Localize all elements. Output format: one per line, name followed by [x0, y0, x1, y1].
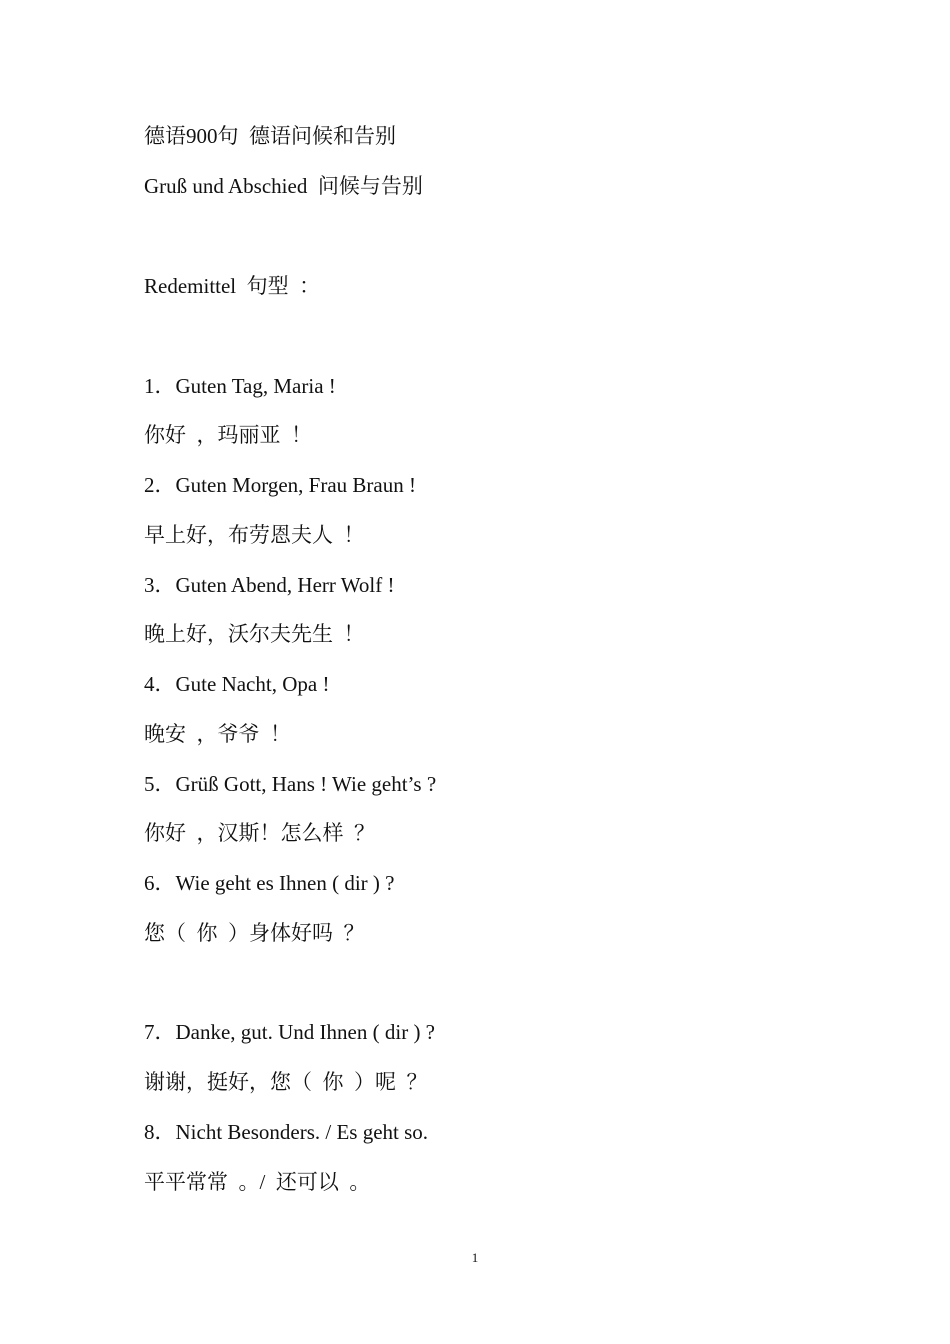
entry-chinese: 平平常常 。/ 还可以 。	[144, 1170, 371, 1194]
entry-german: 3．Guten Abend, Herr Wolf !	[144, 573, 395, 597]
document-title: 德语900句 德语问候和告别	[144, 124, 396, 148]
entry-german: 6．Wie geht es Ihnen ( dir ) ?	[144, 871, 395, 895]
entry-chinese: 晚上好，沃尔夫先生 ！	[144, 622, 365, 646]
entry-german: 1．Guten Tag, Maria !	[144, 374, 336, 398]
entry-german: 4．Gute Nacht, Opa !	[144, 672, 330, 696]
entry-german: 8．Nicht Besonders. / Es geht so.	[144, 1120, 429, 1144]
entry-chinese: 你好 ，汉斯！怎么样 ？	[144, 821, 375, 845]
entry-german: 5．Grüß Gott, Hans ! Wie geht’s ?	[144, 772, 437, 796]
entry-chinese: 晚安 ，爷爷 ！	[144, 722, 291, 746]
entry-chinese: 谢谢，挺好，您（ 你 ）呢 ？	[144, 1070, 428, 1094]
entry-german: 7．Danke, gut. Und Ihnen ( dir ) ?	[144, 1020, 436, 1044]
entry-chinese: 早上好，布劳恩夫人 ！	[144, 523, 365, 547]
page-number: 1	[471, 1250, 479, 1265]
section-heading: Redemittel 句型 ：	[144, 274, 321, 298]
entry-german: 2．Guten Morgen, Frau Braun !	[144, 473, 416, 497]
document-subtitle: Gruß und Abschied 问候与告别	[144, 174, 423, 198]
entry-chinese: 你好 ，玛丽亚 ！	[144, 423, 312, 447]
entry-chinese: 您（ 你 ）身体好吗 ？	[144, 921, 365, 945]
